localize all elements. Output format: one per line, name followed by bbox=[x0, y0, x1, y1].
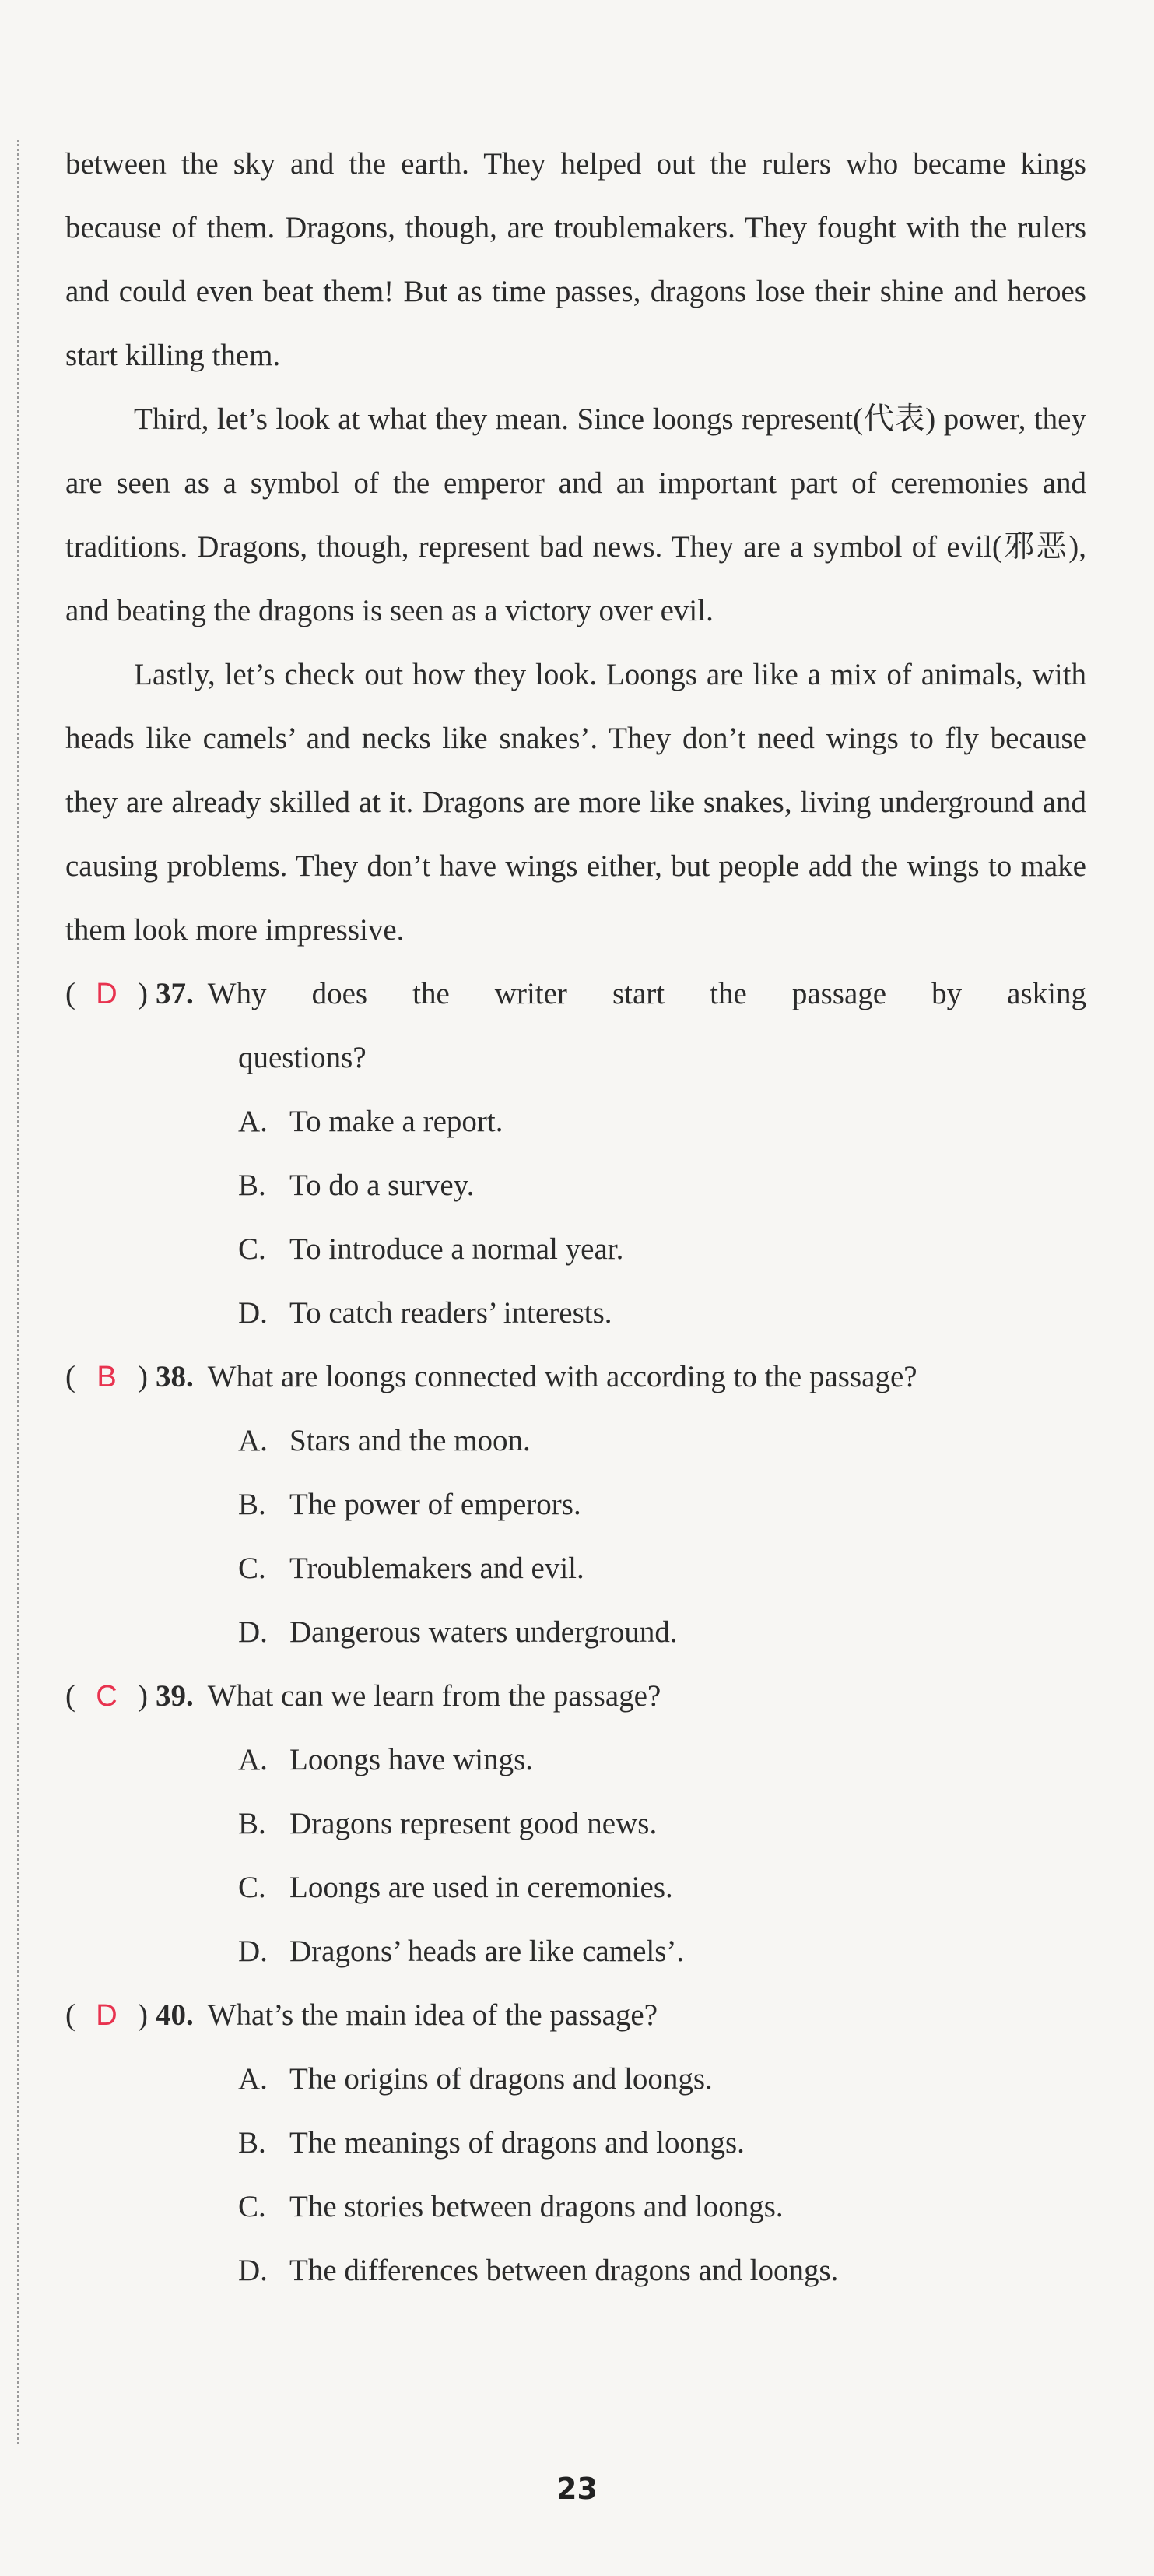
option-text: The stories between dragons and loongs. bbox=[289, 2190, 784, 2223]
option-list bbox=[65, 1090, 1086, 1345]
option-letter: D. bbox=[238, 1615, 268, 1649]
option-c[interactable] bbox=[238, 2175, 1086, 2239]
option-text: Dragons’ heads are like camels’. bbox=[289, 1935, 685, 1968]
option-letter: A. bbox=[238, 1105, 268, 1138]
option-b[interactable] bbox=[238, 1792, 1086, 1856]
option-letter: D. bbox=[238, 1935, 268, 1968]
question-text: What can we learn from the passage? bbox=[207, 1679, 661, 1713]
question-text: Why does the writer start the passage by asking bbox=[207, 977, 1086, 1010]
question-39 bbox=[65, 1664, 1086, 1984]
answer-paren-close: ) bbox=[138, 977, 148, 1010]
option-b[interactable] bbox=[238, 1473, 1086, 1537]
option-text: Loongs are used in ceremonies. bbox=[289, 1871, 673, 1904]
option-list bbox=[65, 2047, 1086, 2303]
question-40 bbox=[65, 1984, 1086, 2303]
option-text: The meanings of dragons and loongs. bbox=[289, 2126, 745, 2160]
option-text: Dangerous waters underground. bbox=[289, 1615, 678, 1649]
option-text: Troublemakers and evil. bbox=[289, 1552, 584, 1585]
option-letter: C. bbox=[238, 1552, 266, 1585]
option-text: The power of emperors. bbox=[289, 1488, 581, 1521]
option-text: Stars and the moon. bbox=[289, 1424, 531, 1457]
answer-paren-close: ) bbox=[138, 1679, 148, 1713]
option-d[interactable] bbox=[238, 1601, 1086, 1664]
option-list bbox=[65, 1409, 1086, 1664]
answer-paren-open: ( bbox=[65, 1998, 75, 2032]
option-letter: C. bbox=[238, 2190, 266, 2223]
question-number: 38. bbox=[156, 1360, 194, 1393]
answer-box-39[interactable]: C bbox=[96, 1680, 118, 1713]
question-text-continuation: questions? bbox=[238, 1041, 367, 1074]
answer-box-40[interactable]: D bbox=[96, 1999, 118, 2032]
answer-paren-close: ) bbox=[138, 1360, 148, 1393]
option-d[interactable] bbox=[238, 1920, 1086, 1984]
option-text: To make a report. bbox=[289, 1105, 503, 1138]
option-letter: A. bbox=[238, 2062, 268, 2096]
option-c[interactable] bbox=[238, 1856, 1086, 1920]
answer-paren-open: ( bbox=[65, 1360, 75, 1393]
answer-box-38[interactable]: B bbox=[96, 1361, 117, 1393]
option-text: To introduce a normal year. bbox=[289, 1232, 624, 1266]
question-number: 39. bbox=[156, 1679, 194, 1713]
option-letter: A. bbox=[238, 1424, 268, 1457]
answer-paren-open: ( bbox=[65, 1679, 75, 1713]
option-c[interactable] bbox=[238, 1218, 1086, 1281]
question-text: What are loongs connected with according to the passage? bbox=[207, 1360, 917, 1393]
answer-paren-close: ) bbox=[138, 1998, 148, 2032]
option-text: To do a survey. bbox=[289, 1169, 475, 1202]
passage-paragraph-3: Lastly, let’s check out how they look. Loongs are like a mix of animals, with heads like camels’ and necks like snakes’. They don’t need wings to fly because they are already skilled at it. Dragons are more like snakes, living underground and causing problems. They don’t have wings either, but people add the wings to make them look more impressive. bbox=[65, 658, 1086, 947]
option-text: Dragons represent good news. bbox=[289, 1807, 658, 1840]
option-letter: B. bbox=[238, 2126, 266, 2160]
passage-paragraph-1: between the sky and the earth. They helped out the rulers who became kings because of them. Dragons, though, are troublemakers. They fought with the rulers and could even beat them! But as time passes, dragons lose their shine and heroes start killing them. bbox=[65, 147, 1086, 372]
question-text: What’s the main idea of the passage? bbox=[207, 1998, 658, 2032]
option-c[interactable] bbox=[238, 1537, 1086, 1601]
option-text: Loongs have wings. bbox=[289, 1743, 534, 1776]
option-letter: C. bbox=[238, 1232, 266, 1266]
option-a[interactable] bbox=[238, 2047, 1086, 2111]
option-b[interactable] bbox=[238, 1154, 1086, 1218]
option-b[interactable] bbox=[238, 2111, 1086, 2175]
question-number: 40. bbox=[156, 1998, 194, 2032]
page-content bbox=[65, 132, 1086, 2303]
option-letter: D. bbox=[238, 2254, 268, 2287]
option-d[interactable] bbox=[238, 2239, 1086, 2303]
option-a[interactable] bbox=[238, 1409, 1086, 1473]
option-text: The differences between dragons and loongs. bbox=[289, 2254, 839, 2287]
option-letter: B. bbox=[238, 1169, 266, 1202]
passage-paragraph-2: Third, let’s look at what they mean. Since loongs represent(代表) power, they are seen as a symbol of the emperor and an important part of ceremonies and traditions. Dragons, though, represent bad news. They are a symbol of evil(邪恶), and beating the dragons is seen as a victory over evil. bbox=[65, 402, 1086, 627]
reading-passage bbox=[65, 132, 1086, 962]
option-letter: C. bbox=[238, 1871, 266, 1904]
option-letter: B. bbox=[238, 1807, 266, 1840]
binding-dotted-rule bbox=[17, 140, 19, 2444]
option-text: To catch readers’ interests. bbox=[289, 1296, 612, 1330]
question-37 bbox=[65, 962, 1086, 1345]
option-letter: D. bbox=[238, 1296, 268, 1330]
option-a[interactable] bbox=[238, 1728, 1086, 1792]
question-38 bbox=[65, 1345, 1086, 1664]
page-number: 23 bbox=[556, 2472, 598, 2506]
option-letter: A. bbox=[238, 1743, 268, 1776]
option-a[interactable] bbox=[238, 1090, 1086, 1154]
option-list bbox=[65, 1728, 1086, 1984]
answer-box-37[interactable]: D bbox=[96, 978, 118, 1010]
answer-paren-open: ( bbox=[65, 977, 75, 1010]
option-text: The origins of dragons and loongs. bbox=[289, 2062, 713, 2096]
question-list bbox=[65, 962, 1086, 2303]
option-letter: B. bbox=[238, 1488, 266, 1521]
option-d[interactable] bbox=[238, 1281, 1086, 1345]
question-number: 37. bbox=[156, 977, 194, 1010]
